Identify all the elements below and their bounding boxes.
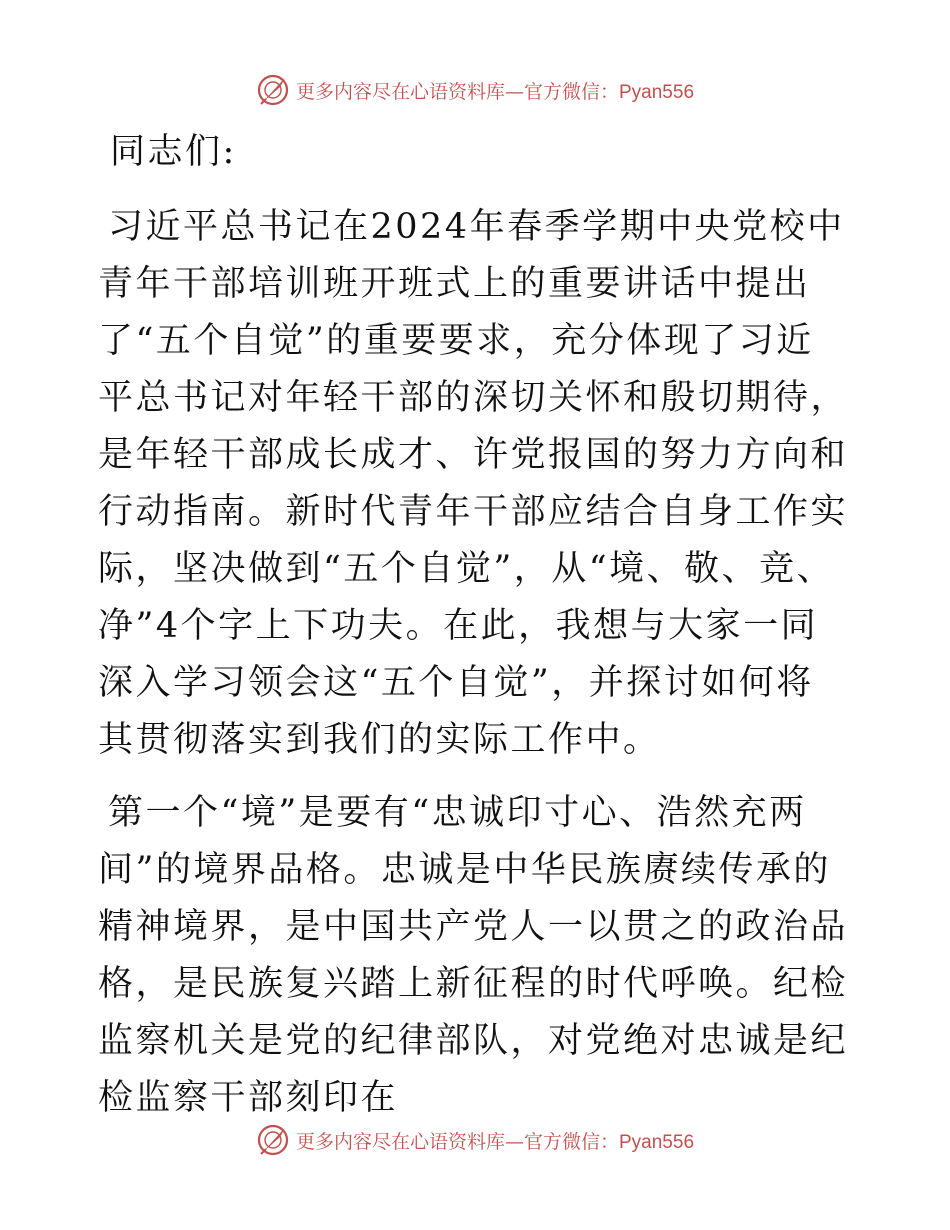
banner-text [296,1127,694,1154]
banner-slogan: 更多内容尽在心语资料库—官方微信： [295,1130,619,1153]
quill-logo-icon [256,73,290,107]
footer-banner [0,1120,950,1160]
paragraph-1: 习近平总书记在2024年春季学期中央党校中青年干部培训班开班式上的重要讲话中提出了“五个自觉”的重要要求，充分体现了习近平总书记对年轻干部的深切关怀和殷切期待，是年轻干部成长成才、许党报国的努力方向和行动指南。新时代青年干部应结合自身工作实际，坚决做到“五个自觉”，从“境、敬、竞、净”4个字上下功夫。在此，我想与大家一同深入学习领会这“五个自觉”，并探讨如何将其贯彻落实到我们的实际工作中。 [98,207,849,760]
header-banner [0,70,950,110]
banner-slogan: 更多内容尽在心语资料库—官方微信： [295,80,619,103]
paragraph-2: 第一个“境”是要有“忠诚印寸心、浩然充两间”的境界品格。忠诚是中华民族赓续传承的精神境界，是中国共产党人一以贯之的政治品格，是民族复兴踏上新征程的时代呼唤。纪检监察机关是党的纪律部队，对党绝对忠诚是纪检监察干部刻印在 [98,793,849,1118]
banner-text [296,77,694,104]
banner-wechat-id: Pyan556 [619,81,695,103]
quill-logo-icon [256,1123,290,1157]
greeting: 同志们: [110,132,237,172]
document-body [98,124,850,1127]
banner-wechat-id: Pyan556 [619,1131,695,1153]
